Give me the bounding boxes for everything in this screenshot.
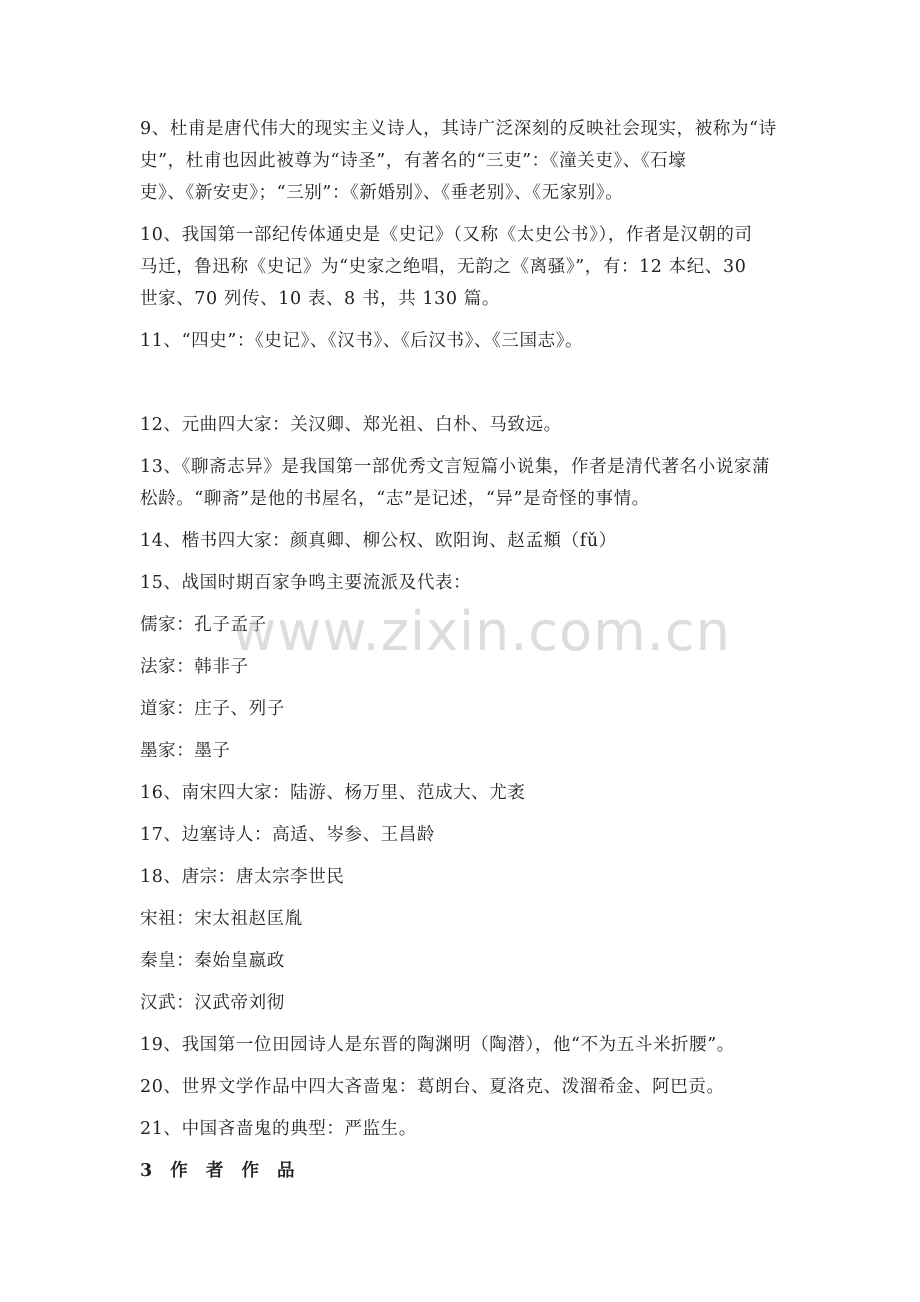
list-item-15 bbox=[140, 567, 790, 599]
list-item-18 bbox=[140, 861, 790, 893]
list-item-17 bbox=[140, 819, 790, 851]
text-line: 12、元曲四大家：关汉卿、郑光祖、白朴、马致远。 bbox=[140, 415, 562, 435]
list-item-10 bbox=[140, 219, 790, 315]
text-line: 世家、70 列传、10 表、8 书，共 130 篇。 bbox=[140, 289, 500, 309]
watermark: www.zixin.com.cn bbox=[232, 600, 731, 663]
emperor-qin bbox=[140, 945, 790, 977]
text-line: 道家：庄子、列子 bbox=[140, 699, 285, 719]
text-line: 墨家：墨子 bbox=[140, 741, 231, 761]
school-legalism bbox=[140, 651, 790, 683]
list-item-9 bbox=[140, 113, 790, 209]
text-line: 马迁，鲁迅称《史记》为“史家之绝唱，无韵之《离骚》”，有：12 本纪、30 bbox=[140, 257, 747, 277]
text-line: 汉武：汉武帝刘彻 bbox=[140, 993, 285, 1013]
text-line: 11、“四史”：《史记》、《汉书》、《后汉书》、《三国志》。 bbox=[140, 331, 584, 351]
list-item-14 bbox=[140, 525, 790, 557]
list-item-21 bbox=[140, 1113, 790, 1145]
text-line: 15、战国时期百家争鸣主要流派及代表： bbox=[140, 573, 472, 593]
text-line: 宋祖：宋太祖赵匡胤 bbox=[140, 909, 303, 929]
section-heading: 3 作 者 作 品 bbox=[140, 1161, 301, 1181]
text-line: 10、我国第一部纪传体通史是《史记》（又称《太史公书》），作者是汉朝的司 bbox=[140, 225, 753, 245]
school-mohism bbox=[140, 735, 790, 767]
text-line: 史”，杜甫也因此被尊为“诗圣”，有著名的“三吏”：《潼关吏》、《石壕 bbox=[140, 151, 687, 171]
list-item-19 bbox=[140, 1029, 790, 1061]
text-line: 20、世界文学作品中四大吝啬鬼：葛朗台、夏洛克、泼溜希金、阿巴贡。 bbox=[140, 1077, 725, 1097]
emperor-han bbox=[140, 987, 790, 1019]
school-taoism bbox=[140, 693, 790, 725]
text-line: 吏》、《新安吏》；“三别”：《新婚别》、《垂老别》、《无家别》。 bbox=[140, 183, 624, 203]
text-line: 17、边塞诗人：高适、岑参、王昌龄 bbox=[140, 825, 435, 845]
text-line: 松龄。“聊斋”是他的书屋名，“志”是记述，“异”是奇怪的事情。 bbox=[140, 489, 650, 509]
text-line: 21、中国吝啬鬼的典型：严监生。 bbox=[140, 1119, 417, 1139]
list-item-13 bbox=[140, 451, 790, 515]
text-line: 儒家：孔子孟子 bbox=[140, 615, 267, 635]
list-item-16 bbox=[140, 777, 790, 809]
text-line: 16、南宋四大家：陆游、杨万里、范成大、尤袤 bbox=[140, 783, 526, 803]
list-item-11 bbox=[140, 325, 790, 357]
text-line: 19、我国第一位田园诗人是东晋的陶渊明（陶潜），他“不为五斗米折腰”。 bbox=[140, 1035, 735, 1055]
emperor-song bbox=[140, 903, 790, 935]
document-body bbox=[140, 113, 790, 1187]
school-confucianism bbox=[140, 609, 790, 641]
list-item-20 bbox=[140, 1071, 790, 1103]
blank-line bbox=[140, 367, 790, 409]
text-line: 法家：韩非子 bbox=[140, 657, 249, 677]
text-line: 秦皇：秦始皇嬴政 bbox=[140, 951, 285, 971]
text-line: 14、楷书四大家：颜真卿、柳公权、欧阳询、赵孟頫（fǔ） bbox=[140, 531, 617, 551]
text-line: 9、杜甫是唐代伟大的现实主义诗人，其诗广泛深刻的反映社会现实，被称为“诗 bbox=[140, 119, 777, 139]
text-line: 13、《聊斋志异》是我国第一部优秀文言短篇小说集，作者是清代著名小说家蒲 bbox=[140, 457, 771, 477]
text-line: 18、唐宗：唐太宗李世民 bbox=[140, 867, 345, 887]
list-item-12 bbox=[140, 409, 790, 441]
